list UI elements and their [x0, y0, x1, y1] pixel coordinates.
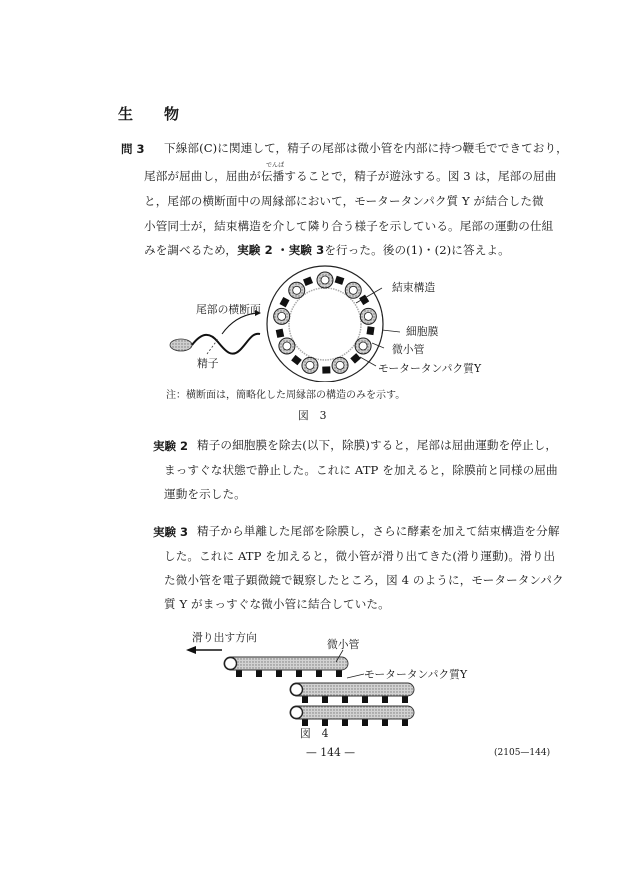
microtubule-lumen: [359, 342, 367, 350]
motor-protein-block: [322, 366, 330, 373]
sperm-tail: [192, 334, 260, 354]
microtubule-rod: [290, 706, 414, 719]
microtubule-lumen: [349, 286, 357, 294]
page-number: — 144 —: [306, 746, 356, 759]
question-label: 問 3: [121, 142, 145, 156]
experiment-3-line-1: 精子から単離した尾部を除膜し，さらに酵素を加えて結束構造を分解: [197, 524, 560, 538]
experiment-3-line-2: した。これに ATP を加えると，微小管が滑り出てきた(滑り運動)。滑り出: [164, 549, 556, 563]
label-motor-protein: モータータンパク質Y: [378, 362, 482, 375]
question-line-2b: することで，精子が遊泳する。図 3 は，尾部の屈曲: [284, 169, 557, 183]
label-fig4-motor-protein: モータータンパク質Y: [364, 668, 468, 681]
question-line-4: 小管同士が，結束構造を介して隣り合う様子を示している。尾部の運動の仕組: [144, 219, 554, 233]
question-line-5a: みを調べるため，: [144, 243, 238, 257]
fig4-motor-leader: [347, 674, 364, 678]
question-line-2: [144, 162, 557, 184]
microtubule-lumen: [278, 312, 286, 320]
motor-protein-block: [366, 326, 374, 335]
microtubule-end: [291, 707, 303, 719]
microtubule-lumen: [364, 312, 372, 320]
sperm-head: [170, 339, 192, 351]
experiment-2-line-3: 運動を示した。: [164, 487, 246, 501]
microtubule-rod: [224, 657, 348, 670]
label-sperm: 精子: [197, 357, 219, 370]
ruby-reading: でんぱ: [265, 162, 285, 169]
experiments-ref: 実験 2 ・実験 3: [237, 243, 325, 257]
question-line-1: 下線部(C)に関連して，精子の尾部は微小管を内部に持つ鞭毛でできており，: [164, 141, 568, 155]
experiment-2-line-2: まっすぐな状態で静止した。これに ATP を加えると，除膜前と同様の屈曲: [164, 463, 558, 477]
label-cross-section: 尾部の横断面: [196, 303, 261, 316]
question-line-3: と，尾部の横断面中の周縁部において，モータータンパク質 Y が結合した微: [144, 194, 544, 208]
figure-3-caption: 図 3: [298, 409, 327, 422]
microtubule-lumen: [293, 286, 301, 294]
label-cell-membrane: 細胞膜: [406, 325, 439, 338]
question-line-5b: を行った。後の(1)・(2)に答えよ。: [324, 243, 510, 257]
figure-4-drawing: [180, 640, 440, 740]
membrane-leader: [382, 330, 400, 332]
label-fig4-microtubule: 微小管: [327, 638, 360, 651]
ruby-base: 伝播: [260, 169, 285, 183]
question-line-2a: 尾部が屈曲し，屈曲が: [144, 169, 261, 183]
figure-3-note: 注：横断面は，簡略化した周縁部の構造のみを示す。: [166, 390, 406, 401]
ruby-word: [260, 162, 285, 184]
microtubule-lumen: [321, 276, 329, 284]
microtubule-lumen: [336, 361, 344, 369]
microtubule-lumen: [283, 342, 291, 350]
microtubule-end: [225, 658, 237, 670]
direction-arrow-head: [186, 646, 196, 654]
microtubule-lumen: [306, 361, 314, 369]
experiment-3-label: 実験 3: [153, 525, 189, 539]
experiment-3-line-4: 質 Y がまっすぐな微小管に結合していた。: [164, 597, 390, 611]
experiment-2-line-1: 精子の細胞膜を除去(以下，除膜)すると，尾部は屈曲運動を停止し，: [197, 438, 558, 452]
label-bundle-structure: 結束構造: [392, 281, 436, 294]
microtubule-rod: [290, 683, 414, 696]
experiment-2-label: 実験 2: [153, 439, 189, 453]
microtubule-end: [291, 684, 303, 696]
label-microtubule: 微小管: [392, 343, 425, 356]
question-line-5: [144, 242, 510, 258]
label-sliding-direction: 滑り出す方向: [192, 631, 257, 644]
experiment-3-line-3: た微小管を電子顕微鏡で観察したところ，図 4 のように，モータータンパク: [164, 573, 564, 587]
figure-4-caption: 図 4: [300, 727, 329, 740]
exam-code: (2105—144): [494, 748, 551, 758]
subject-title: 生 物: [118, 105, 188, 123]
